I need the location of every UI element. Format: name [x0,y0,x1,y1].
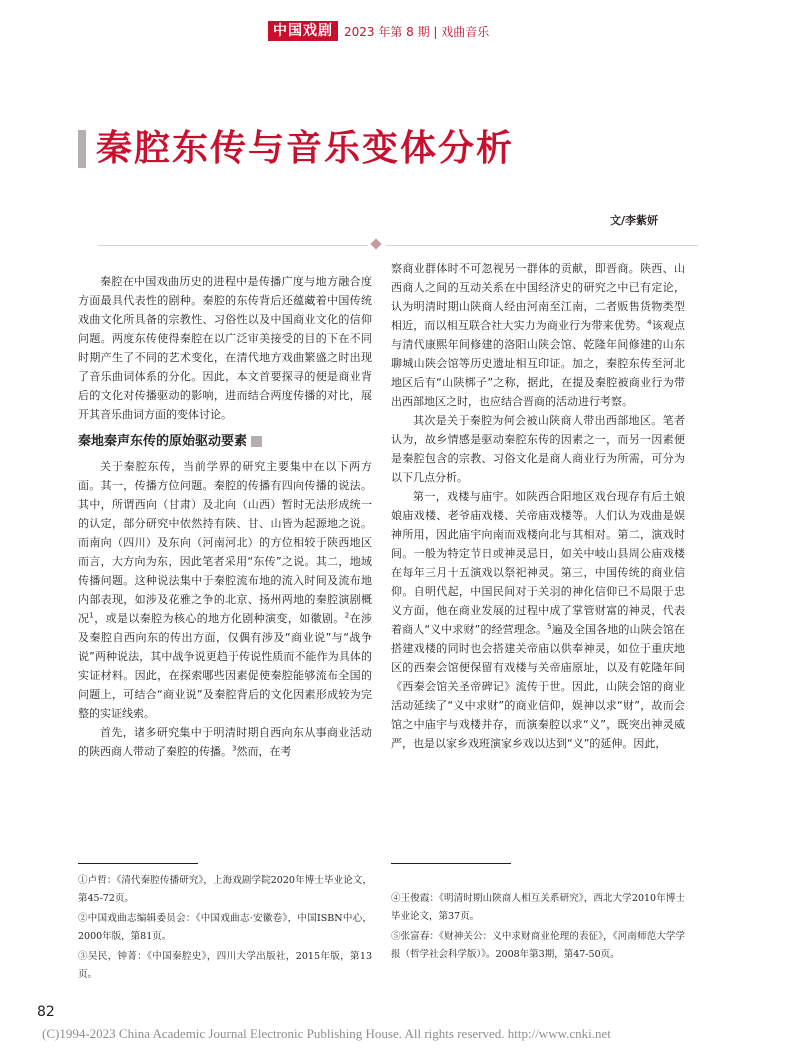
title-accent-bar [78,130,86,168]
footnote-ref: 2 [344,611,350,620]
body-paragraph: 第一，戏楼与庙宇。如陕西合阳地区戏台现存有后土娘娘庙戏楼、老爷庙戏楼、关帝庙戏楼等。人们认为戏曲是娱神所用，因此庙宇向南而戏楼向北与其相对。第二，演戏时间。一般为特定节日或神灵忌日，如关中岐山县周公庙戏楼在每年三月十五演戏以祭祀神灵。第三，中国传统的商业信仰。自明代起，中国民间对于关羽的神化信仰已不局限于忠义方面，他在商业发展的过程中成了掌管财富的神灵，代表着商人“义中求财”的经营理念。$^5$遍及全国各地的山陕会馆在搭建戏楼的同时也会搭建关帝庙以供奉神灵，如位于重庆地区的西秦会馆便保留有戏楼与关帝庙原址，以及有乾隆年间《西秦会馆关圣帝碑记》流传于世。因此，山陕会馆的商业活动延续了“义中求财”的商业信仰，娱神以求“财”，故而会馆之中庙宇与戏楼并存，而演秦腔以求“义”，既突出神灵威严，也是以家乡戏班演家乡戏以达到“义”的延伸。因此， [391,490,685,750]
footnote: ①卢哲：《清代秦腔传播研究》，上海戏剧学院2020年博士毕业论文，第45-72页。 [78,875,372,904]
footnote-ref: 5 [547,622,552,631]
article-author: 文/李紫妍 [609,214,658,227]
divider-right [386,245,698,246]
body-paragraph: 察商业群体时不可忽视另一群体的贡献，即晋商。陕西、山西商人之间的互动关系在中国经济史的研究之中已有定论，认为明清时期山陕商人经由河南至江南，二者贩售货物类型相近，而以相互联合社大实力为商业行为带来优势。$^4$该观点与清代康熙年间修建的洛阳山陕会馆、乾隆年间修建的山东聊城山陕会馆等历史遗址相互印证。加之，秦腔东传至河北地区后有“山陕梆子”之称，据此，在提及秦腔被商业行为带出西部地区之时，也应结合晋商的活动进行考察。 [391,262,686,408]
footnote: ⑤张富春：《财神关公：义中求财商业伦理的表征》，《河南师范大学学报（哲学社会科学版）》。2008年第3期，第47-50页。 [391,931,685,960]
page-number: 82 [37,1004,55,1020]
journal-header [268,20,489,42]
body-paragraph: 关于秦腔东传，当前学界的研究主要集中在以下两方面。其一，传播方位问题。秦腔的传播有四向传播的说法。其中，所谓西向（甘肃）及北向（山西）暂时无法形成统一的认定，部分研究中依然持有陕、甘、山皆为起源地之说。而南向（四川）及东向（河南河北）的方位相较于陕西地区而言，大方向为东，因此笔者采用“东传”之说。其二，地域传播问题。这种说法集中于秦腔流布地的流入时间及流布地内部表现，如涉及花雅之争的北京、扬州两地的秦腔演剧概况$^1$，或是以秦腔为核心的地方化剧种演变，如徽剧。$^2$在涉及秦腔自西向东的传出方面，仅偶有涉及“商业说”与“战争说”两种说法，其中战争说更趋于传说性质而不能作为具体的实证材料。因此，在探索哪些因素促使秦腔能够流布全国的问题上，可结合“商业说”及秦腔背后的文化因素形成较为完整的实证线索。 [78,460,373,720]
footnotes-left [78,872,372,986]
journal-logo: 中国戏剧 [268,21,338,41]
divider-left [98,245,368,246]
footnotes-right [391,890,685,966]
section-heading-text: 秦地秦声东传的原始驱动要素 [78,434,248,449]
footnote-ref: 1 [89,611,94,620]
footnote: ④王俊霞：《明清时期山陕商人相互关系研究》，西北大学2010年博士毕业论文，第37页。 [391,893,685,922]
footnote: ②中国戏曲志编辑委员会：《中国戏曲志·安徽卷》，中国ISBN中心，2000年版，第81页。 [78,913,372,942]
issue-label: 2023 年第 8 期 | 戏曲音乐 [344,24,490,39]
left-column [78,272,372,761]
footnote-ref: 3 [232,744,237,753]
footnote: ③吴民，钟菁：《中国秦腔史》，四川大学出版社，2015年版，第13页。 [78,951,372,980]
heading-square-icon [251,436,262,447]
article-title: 秦腔东传与音乐变体分析 [96,128,515,169]
footnote-rule-left [78,863,198,864]
footnote-rule-right [391,863,511,864]
footnote-ref: 4 [647,318,652,327]
section-heading [78,432,372,451]
body-paragraph: 首先，诸多研究集中于明清时期自西向东从事商业活动的陕西商人带动了秦腔的传播。$^3$然而，在考 [78,726,372,758]
right-column [391,259,685,753]
divider-diamond-icon [370,238,381,249]
intro-paragraph: 秦腔在中国戏曲历史的进程中是传播广度与地方融合度方面最具代表性的剧种。秦腔的东传背后还蕴藏着中国传统戏曲文化所具备的宗教性、习俗性以及中国商业文化的信仰问题。两度东传使得秦腔在以广泛审美接受的目的下在不同时期产生了不同的艺术变化，在清代地方戏曲繁盛之时出现了音乐曲词体系的分化。因此，本文首要探寻的便是商业背后的文化对传播驱动的影响，进而结合两度传播的对比，展开其音乐曲词方面的变体讨论。 [78,275,372,421]
body-paragraph: 其次是关于秦腔为何会被山陕商人带出西部地区。笔者认为，故乡情感是驱动秦腔东传的因素之一，而另一因素便是秦腔包含的宗教、习俗文化是商人商业行为所需，可分为以下几点分析。 [391,414,685,484]
copyright-notice: (C)1994-2023 China Academic Journal Electronic Publishing House. All rights reserved. http://www.cnki.net [42,1026,611,1041]
